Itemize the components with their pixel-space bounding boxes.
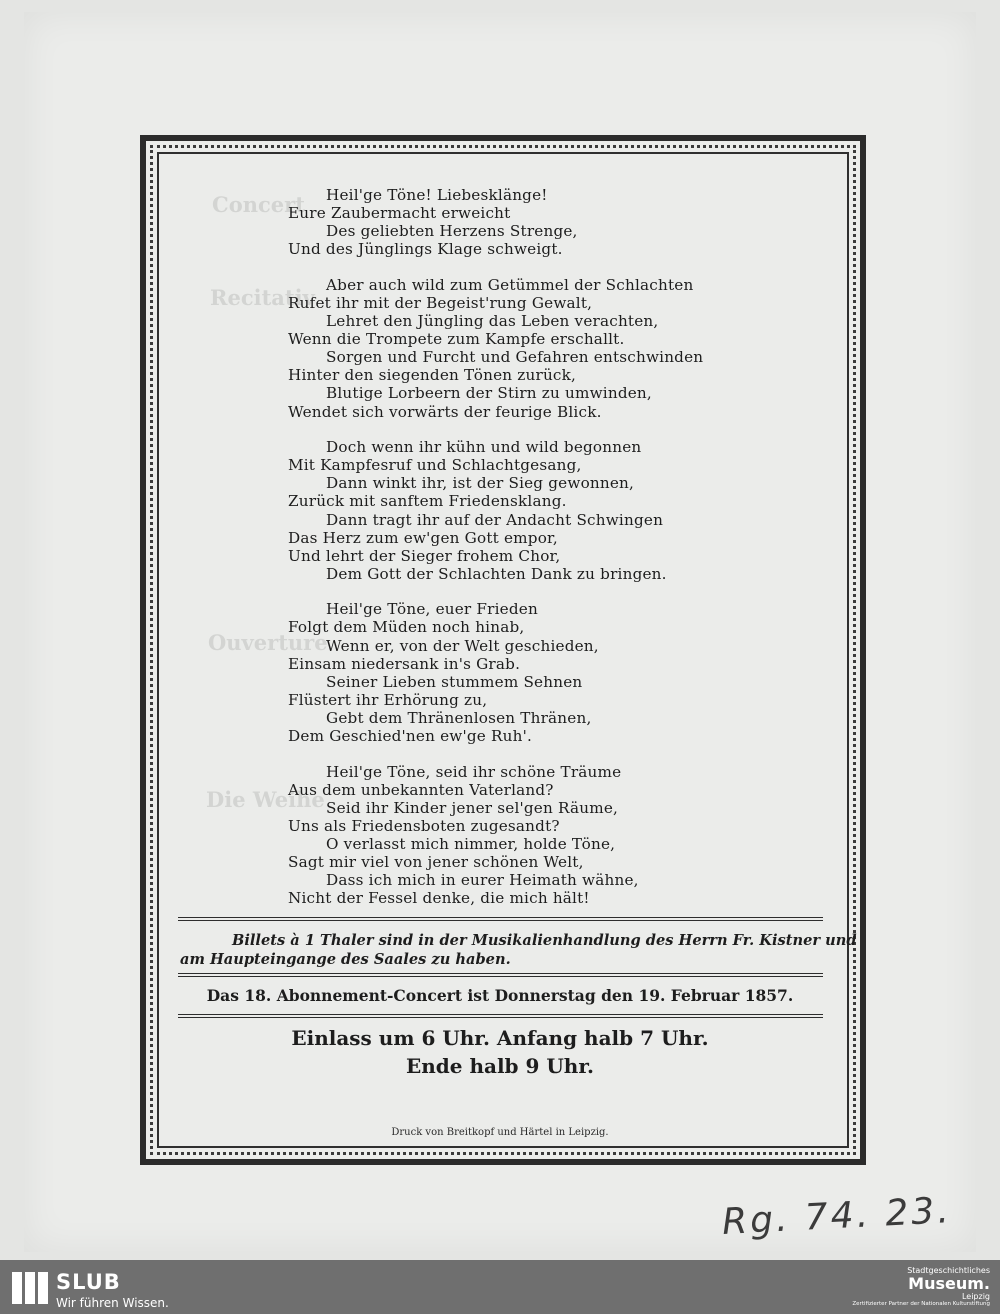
poem-line: Des geliebten Herzens Strenge, [326,222,578,241]
poem-line: Folgt dem Müden noch hinab, [288,618,525,637]
poem-line: Dass ich mich in eurer Heimath wähne, [326,871,639,890]
poem-line: Wendet sich vorwärts der feurige Blick. [288,402,602,421]
ghost-text: Die Weihe [206,787,325,812]
ghost-text: Ouverture [208,630,328,655]
poem-line: O verlasst mich nimmer, holde Töne, [326,835,616,853]
poem-line: Heil'ge Töne, seid ihr schöne Träume [326,762,622,781]
poem-line: Hinter den siegenden Tönen zurück, [288,366,577,385]
printer-credit: Druck von Breitkopf und Härtel in Leipzig. [391,1127,609,1138]
poem-line: Mit Kampfesruf und Schlachtgesang, [288,456,582,475]
poem-line: Und des Jünglings Klage schweigt. [288,240,563,259]
ghost-text: Concert [212,192,305,217]
poem-line: Sagt mir viel von jener schönen Welt, [288,853,584,872]
poem-line: Dann tragt ihr auf der Andacht Schwingen [326,510,664,529]
poem-line: Wenn er, von der Welt geschieden, [326,636,599,655]
poem-stanza [288,600,748,745]
poem-stanza [288,186,748,258]
slub-logo-icon [10,1268,50,1308]
poem-stanza [288,276,748,421]
handwritten-shelfmark: Rg. 74. 23. [721,1190,953,1243]
museum-logo [790,1266,990,1308]
admission-times [180,1024,820,1080]
poem-line: Blutige Lorbeern der Stirn zu umwinden, [326,384,652,403]
poem-line: Doch wenn ihr kühn und wild begonnen [326,438,642,457]
poem-line: Heil'ge Töne! Liebesklänge! [326,186,548,204]
ticket-info-line: am Haupteingange des Saales zu haben. [180,951,511,968]
poem-line: Rufet ihr mit der Begeist'rung Gewalt, [288,293,593,312]
ticket-info-line: Billets à 1 Thaler sind in der Musikalienhandlung des Herrn Fr. Kistner und [232,932,857,949]
poem-line: Heil'ge Töne, euer Frieden [326,600,538,619]
divider [178,1014,823,1018]
poem-line: Dann winkt ihr, ist der Sieg gewonnen, [326,474,635,493]
poem-line: Flüstert ihr Erhörung zu, [288,690,488,709]
poem-line: Sorgen und Furcht und Gefahren entschwinden [326,348,704,367]
museum-city: Leipzig [961,1292,990,1301]
viewer-footer [0,1260,1000,1314]
poem-line: Aber auch wild zum Getümmel der Schlachten [326,275,694,294]
poem-line: Das Herz zum ew'gen Gott empor, [288,528,558,547]
poem-line: Seiner Lieben stummem Sehnen [326,672,583,691]
museum-name: Museum. [908,1274,990,1293]
poem-line: Aus dem unbekannten Vaterland? [288,780,554,799]
end-time-line: Ende halb 9 Uhr. [405,1054,595,1078]
admission-line: Einlass um 6 Uhr. Anfang halb 7 Uhr. [291,1026,709,1050]
poem-line: Nicht der Fessel denke, die mich hält! [288,889,590,908]
poem-stanza [288,438,748,583]
poem-line: Dem Gott der Schlachten Dank zu bringen. [326,564,667,583]
poem-line: Dem Geschied'nen ew'ge Ruh'. [288,727,533,746]
poem-stanza [288,763,748,908]
poem-line: Zurück mit sanftem Friedensklang. [288,492,567,511]
ticket-info [180,931,857,969]
poem-line: Wenn die Trompete zum Kampfe erschallt. [288,330,625,349]
divider [178,917,823,921]
poem-line: Lehret den Jüngling das Leben verachten, [326,312,659,331]
poem-line: Eure Zaubermacht erweicht [288,204,511,223]
museum-top-label: Stadtgeschichtliches [907,1266,990,1275]
library-slogan: Wir führen Wissen. [56,1296,169,1310]
divider [178,973,823,977]
ghost-text: Recitativ [210,285,315,310]
poem-line: Gebt dem Thränenlosen Thränen, [326,708,592,727]
poem-line: Einsam niedersank in's Grab. [288,654,521,673]
next-concert-notice: Das 18. Abonnement-Concert ist Donnerstag den 19. Februar 1857. [206,986,794,1005]
poem [288,186,748,925]
poem-line: Uns als Friedensboten zugesandt? [288,816,560,835]
poem-line: Seid ihr Kinder jener sel'gen Räume, [326,798,619,817]
museum-note: Zertifizierter Partner der Nationalen Kulturstiftung [852,1301,990,1307]
library-name: SLUB [56,1270,121,1294]
poem-line: Und lehrt der Sieger frohem Chor, [288,546,561,565]
